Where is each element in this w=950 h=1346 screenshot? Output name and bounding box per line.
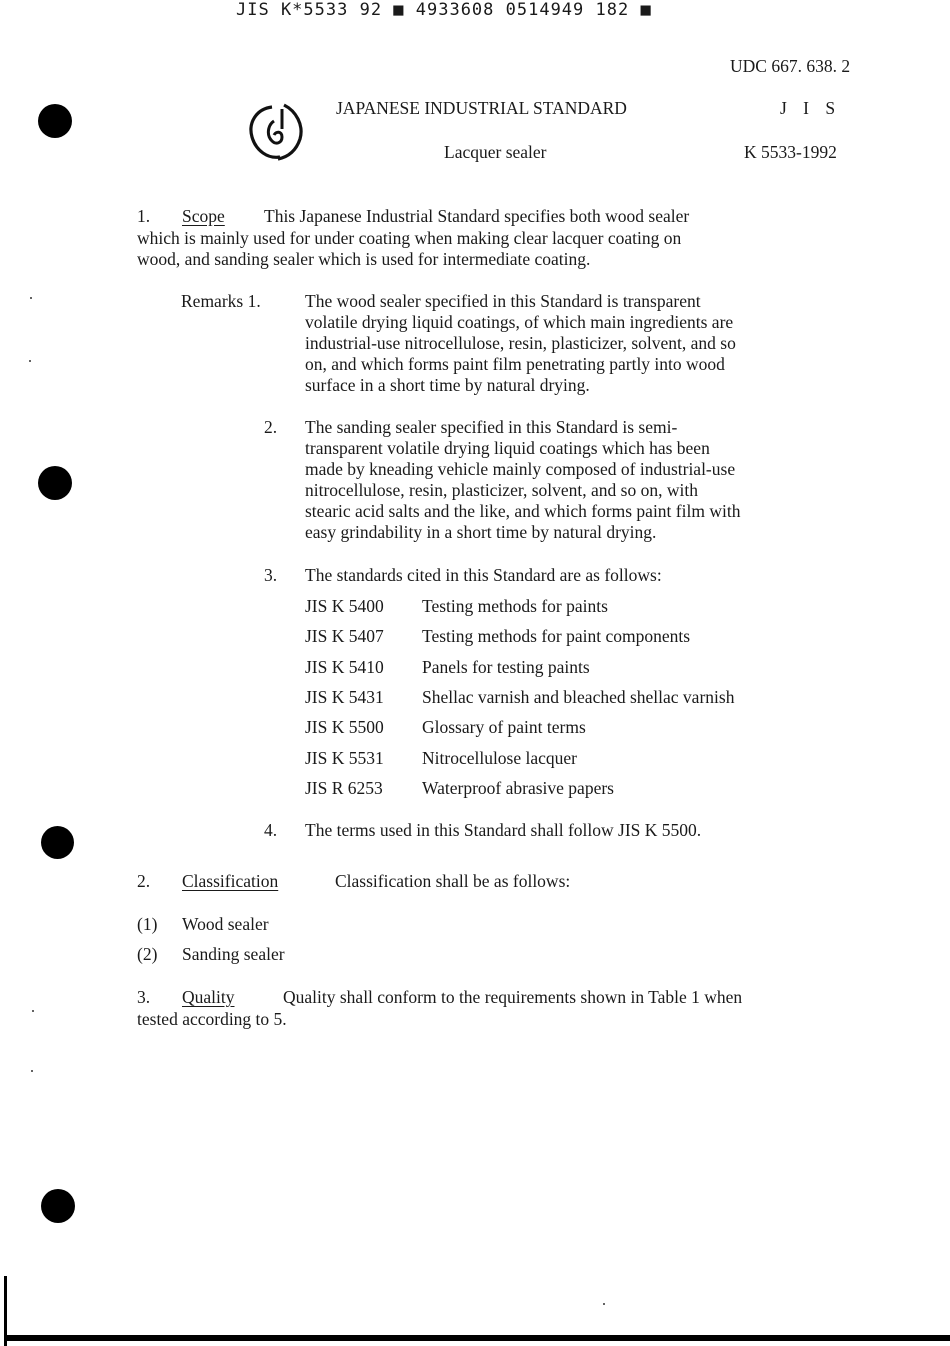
section-heading: Quality [182, 987, 235, 1007]
reference-title: Nitrocellulose lacquer [422, 748, 578, 768]
reference-code: JIS K 5431 [305, 687, 384, 707]
remark-line: made by kneading vehicle mainly composed of industrial-use [305, 459, 736, 479]
speck [603, 1303, 605, 1305]
reference-code: JIS K 5410 [305, 657, 384, 677]
speck [32, 1010, 34, 1012]
standard-name: JAPANESE INDUSTRIAL STANDARD [336, 98, 627, 118]
remark-line: transparent volatile drying liquid coatings which has been [305, 438, 710, 458]
reference-title: Panels for testing paints [422, 657, 590, 677]
punch-hole [38, 104, 72, 138]
remarks-label: Remarks 1. [181, 291, 261, 311]
list-item: Wood sealer [182, 914, 269, 934]
scope-line: wood, and sanding sealer which is used for intermediate coating. [137, 249, 591, 269]
jis-mark-icon [244, 101, 308, 163]
speck [29, 360, 31, 362]
punch-hole [41, 826, 74, 859]
reference-title: Shellac varnish and bleached shellac varnish [422, 687, 735, 707]
top-code-line: JIS K*5533 92 ■ 4933608 0514949 182 ■ [236, 0, 652, 20]
remark-line: easy grindability in a short time by natural drying. [305, 522, 657, 542]
quality-line: Quality shall conform to the requirements shown in Table 1 when [283, 987, 743, 1007]
speck [31, 1070, 33, 1072]
remark-line: The standards cited in this Standard are as follows: [305, 565, 662, 585]
remark-line: nitrocellulose, resin, plasticizer, solvent, and so on, with [305, 480, 698, 500]
reference-code: JIS K 5407 [305, 626, 384, 646]
classification-text: Classification shall be as follows: [335, 871, 571, 891]
reference-title: Glossary of paint terms [422, 717, 586, 737]
remark-line: The sanding sealer specified in this Standard is semi- [305, 417, 678, 437]
section-number: 1. [137, 206, 151, 226]
reference-code: JIS K 5531 [305, 748, 384, 768]
remark-line: stearic acid salts and the like, and which forms paint film with [305, 501, 741, 521]
remark-line: volatile drying liquid coatings, of which main ingredients are [305, 312, 734, 332]
remark-line: industrial-use nitrocellulose, resin, plasticizer, solvent, and so [305, 333, 736, 353]
section-number: 2. [137, 871, 151, 891]
remark-number: 4. [264, 820, 278, 840]
scope-line: This Japanese Industrial Standard specifies both wood sealer [264, 206, 690, 226]
list-item: Sanding sealer [182, 944, 285, 964]
scan-border-bottom [4, 1335, 950, 1341]
reference-title: Waterproof abrasive papers [422, 778, 614, 798]
scope-line: which is mainly used for under coating when making clear lacquer coating on [137, 228, 682, 248]
punch-hole [41, 1189, 75, 1223]
speck [30, 297, 32, 299]
reference-code: JIS R 6253 [305, 778, 383, 798]
jis-logo [244, 101, 308, 168]
section-heading: Scope [182, 206, 225, 226]
reference-code: JIS K 5500 [305, 717, 384, 737]
section-number: 3. [137, 987, 151, 1007]
document-title: Lacquer sealer [444, 142, 547, 162]
remark-line: The terms used in this Standard shall follow JIS K 5500. [305, 820, 702, 840]
remark-line: surface in a short time by natural drying. [305, 375, 590, 395]
jis-label: J I S [780, 98, 842, 118]
section-heading: Classification [182, 871, 279, 891]
reference-code: JIS K 5400 [305, 596, 384, 616]
list-item-number: (1) [137, 914, 158, 934]
remark-line: on, and which forms paint film penetrating partly into wood [305, 354, 725, 374]
remark-number: 2. [264, 417, 278, 437]
reference-title: Testing methods for paint components [422, 626, 691, 646]
quality-line: tested according to 5. [137, 1009, 287, 1029]
punch-hole [38, 466, 72, 500]
remark-line: The wood sealer specified in this Standard is transparent [305, 291, 701, 311]
remark-number: 3. [264, 565, 278, 585]
reference-title: Testing methods for paints [422, 596, 608, 616]
udc-number: UDC 667. 638. 2 [730, 56, 851, 76]
list-item-number: (2) [137, 944, 158, 964]
standard-number: K 5533-1992 [744, 142, 837, 162]
